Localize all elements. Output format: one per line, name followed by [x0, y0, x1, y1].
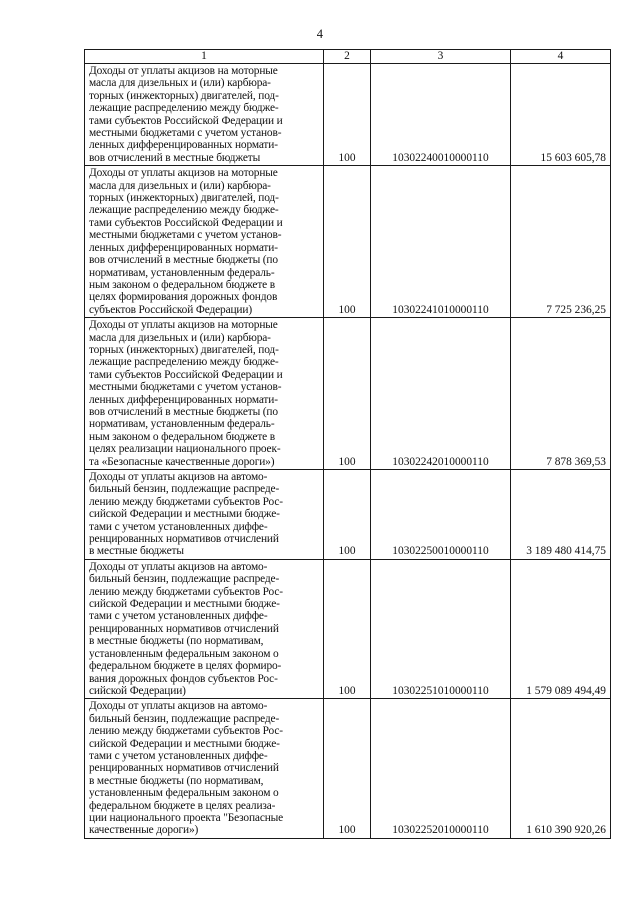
revenue-name-cell — [85, 559, 324, 698]
revenue-name-cell — [85, 470, 324, 560]
table-body — [85, 64, 611, 839]
kbk-cell: 10302250010000110 — [371, 470, 511, 560]
amount-cell: 1 579 089 494,49 — [511, 559, 611, 698]
revenue-name-line: ренцированных нормативов отчислений — [89, 762, 279, 775]
revenue-name-line: торных (инжекторных) двигателей, под- — [89, 343, 279, 356]
code-cell: 100 — [324, 64, 371, 166]
revenue-name-line: ным законом о федеральном бюджете в — [89, 430, 275, 443]
revenue-name-line: Доходы от уплаты акцизов на автомо- — [89, 560, 268, 573]
revenue-name-line: сийской Федерации) — [89, 684, 186, 697]
revenue-name-line: бильный бензин, подлежащие распреде- — [89, 483, 280, 496]
revenue-name-line: ренцированных нормативов отчислений — [89, 622, 279, 635]
amount-cell: 3 189 480 414,75 — [511, 470, 611, 560]
revenue-name-line: ции национального проекта "Безопасные — [89, 811, 284, 824]
revenue-name-line: лению между бюджетами субъектов Рос- — [89, 585, 283, 598]
revenue-name-line: вов отчислений в местные бюджеты — [89, 151, 261, 164]
revenue-name-line: тами с учетом установленных диффе- — [89, 520, 268, 533]
revenue-name-line: федеральном бюджете в целях формиро- — [89, 660, 282, 673]
revenue-name-line: масла для дизельных и (или) карбюра- — [89, 77, 271, 90]
revenue-name-line: Доходы от уплаты акцизов на автомо- — [89, 700, 268, 713]
kbk-cell: 10302241010000110 — [371, 166, 511, 318]
revenue-name-line: в местные бюджеты (по нормативам, — [89, 635, 264, 648]
revenue-name-line: лежащие распределению между бюдже- — [89, 356, 279, 369]
revenue-name-line: тами субъектов Российской Федерации и — [89, 114, 283, 127]
revenue-name-line: бильный бензин, подлежащие распреде- — [89, 573, 280, 586]
revenue-name-line: вов отчислений в местные бюджеты (по — [89, 405, 278, 418]
revenue-name-line: та «Безопасные качественные дороги») — [89, 455, 275, 468]
revenue-name-line: целях формирования дорожных фондов — [89, 291, 278, 304]
revenue-name-line: Доходы от уплаты акцизов на моторные — [89, 167, 278, 180]
revenue-name-line: нормативам, установленным федераль- — [89, 418, 275, 431]
table-row — [85, 64, 611, 166]
revenue-name-line: вания дорожных фондов субъектов Рос- — [89, 672, 278, 685]
revenue-name-line: лежащие распределению между бюдже- — [89, 102, 279, 115]
revenue-name-line: лению между бюджетами субъектов Рос- — [89, 495, 283, 508]
revenue-name-line: торных (инжекторных) двигателей, под- — [89, 192, 279, 205]
revenue-name-line: Доходы от уплаты акцизов на моторные — [89, 65, 278, 77]
amount-cell: 15 603 605,78 — [511, 64, 611, 166]
revenue-name-cell — [85, 166, 324, 318]
revenue-table — [84, 49, 611, 839]
table-row — [85, 699, 611, 838]
revenue-name-line: Доходы от уплаты акцизов на автомо- — [89, 471, 268, 483]
revenue-name-line: лежащие распределению между бюдже- — [89, 204, 279, 217]
revenue-name-line: качественные дороги») — [89, 824, 199, 837]
revenue-name-line: масла для дизельных и (или) карбюра- — [89, 179, 271, 192]
revenue-name-line: сийской Федерации и местными бюдже- — [89, 737, 280, 750]
amount-cell: 7 878 369,53 — [511, 318, 611, 470]
revenue-name-line: установленным федеральным законом о — [89, 787, 279, 800]
amount-cell: 1 610 390 920,26 — [511, 699, 611, 838]
column-header-1: 1 — [85, 50, 324, 64]
revenue-name-line: масла для дизельных и (или) карбюра- — [89, 331, 271, 344]
revenue-name-line: лению между бюджетами субъектов Рос- — [89, 725, 283, 738]
revenue-name-line: в местные бюджеты — [89, 545, 184, 558]
kbk-cell: 10302252010000110 — [371, 699, 511, 838]
code-cell: 100 — [324, 166, 371, 318]
column-header-4: 4 — [511, 50, 611, 64]
kbk-cell: 10302240010000110 — [371, 64, 511, 166]
code-cell: 100 — [324, 699, 371, 838]
table-row — [85, 318, 611, 470]
revenue-name-line: местными бюджетами с учетом установ- — [89, 127, 282, 140]
table-row — [85, 559, 611, 698]
revenue-name-line: местными бюджетами с учетом установ- — [89, 229, 282, 242]
page-number: 4 — [316, 27, 324, 41]
revenue-name-line: в местные бюджеты (по нормативам, — [89, 774, 264, 787]
code-cell: 100 — [324, 470, 371, 560]
code-cell: 100 — [324, 559, 371, 698]
revenue-name-line: ленных дифференцированных нормати- — [89, 393, 278, 406]
revenue-name-line: сийской Федерации и местными бюдже- — [89, 598, 280, 611]
revenue-name-line: сийской Федерации и местными бюдже- — [89, 508, 280, 521]
amount-cell: 7 725 236,25 — [511, 166, 611, 318]
revenue-name-line: бильный бензин, подлежащие распреде- — [89, 712, 280, 725]
revenue-name-line: целях реализации национального проек- — [89, 443, 281, 456]
revenue-name-cell — [85, 699, 324, 838]
table-header-row — [85, 50, 611, 64]
table-row — [85, 166, 611, 318]
revenue-name-line: тами субъектов Российской Федерации и — [89, 368, 283, 381]
kbk-cell: 10302251010000110 — [371, 559, 511, 698]
revenue-name-line: тами субъектов Российской Федерации и — [89, 216, 283, 229]
code-cell: 100 — [324, 318, 371, 470]
revenue-name-cell — [85, 64, 324, 166]
column-header-3: 3 — [371, 50, 511, 64]
revenue-name-cell — [85, 318, 324, 470]
revenue-name-line: ленных дифференцированных нормати- — [89, 139, 278, 152]
revenue-name-line: ленных дифференцированных нормати- — [89, 241, 278, 254]
revenue-name-line: торных (инжекторных) двигателей, под- — [89, 89, 279, 102]
revenue-name-line: Доходы от уплаты акцизов на моторные — [89, 319, 278, 332]
kbk-cell: 10302242010000110 — [371, 318, 511, 470]
revenue-name-line: ным законом о федеральном бюджете в — [89, 278, 275, 291]
revenue-name-line: тами с учетом установленных диффе- — [89, 610, 268, 623]
revenue-name-line: субъектов Российской Федерации) — [89, 303, 252, 316]
revenue-name-line: местными бюджетами с учетом установ- — [89, 381, 282, 394]
revenue-name-line: установленным федеральным законом о — [89, 647, 279, 660]
revenue-name-line: ренцированных нормативов отчислений — [89, 533, 279, 546]
column-header-2: 2 — [324, 50, 371, 64]
table-row — [85, 470, 611, 560]
revenue-name-line: тами с учетом установленных диффе- — [89, 749, 268, 762]
revenue-name-line: нормативам, установленным федераль- — [89, 266, 275, 279]
revenue-name-line: федеральном бюджете в целях реализа- — [89, 799, 276, 812]
revenue-name-line: вов отчислений в местные бюджеты (по — [89, 254, 278, 267]
